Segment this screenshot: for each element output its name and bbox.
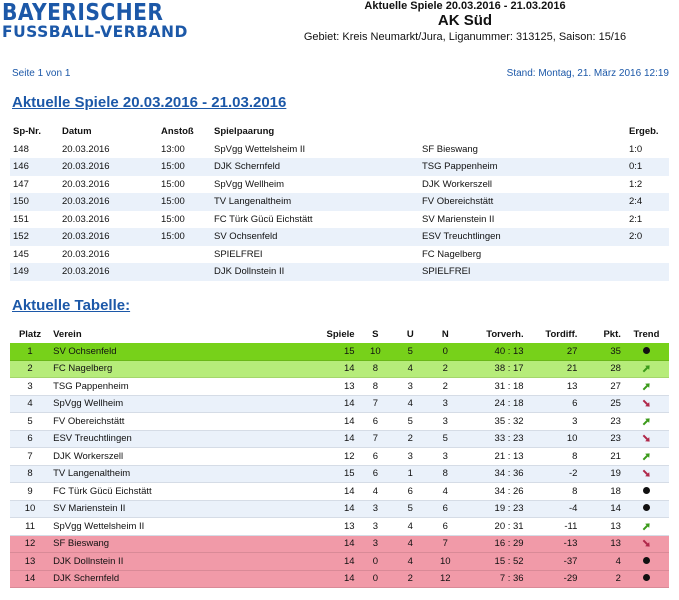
game-time	[158, 263, 211, 281]
row-verein: SV Ochsenfeld	[50, 343, 313, 360]
row-spiele: 14	[313, 500, 357, 518]
row-s: 7	[358, 395, 394, 413]
row-pkt: 14	[580, 500, 624, 518]
league-info: Gebiet: Kreis Neumarkt/Jura, Liganummer: 313125, Saison: 15/16	[303, 31, 627, 43]
game-time: 13:00	[161, 143, 185, 155]
row-spiele: 14	[313, 483, 357, 501]
standings-row	[10, 483, 669, 501]
standings-row	[10, 553, 669, 571]
row-tordiff: 27	[527, 343, 581, 360]
row-torverh: 7 : 36	[463, 570, 527, 588]
row-trend	[624, 535, 669, 553]
header-title: Aktuelle Spiele 20.03.2016 - 21.03.2016	[364, 0, 566, 12]
game-home: TV Langenaltheim	[211, 193, 419, 211]
logo-line-1: BAYERISCHER	[2, 0, 164, 26]
game-date: 20.03.2016	[59, 263, 158, 281]
game-away: FV Obereichstätt	[419, 193, 626, 211]
row-n: 3	[428, 413, 464, 431]
row-s: 10	[358, 343, 394, 360]
row-n: 5	[428, 430, 464, 448]
row-spiele: 14	[313, 395, 357, 413]
col-n: N	[441, 329, 449, 340]
row-trend	[624, 483, 669, 501]
game-result	[626, 246, 669, 264]
row-trend	[624, 430, 669, 448]
row-platz: 9	[10, 483, 50, 501]
trend-up-icon	[642, 382, 651, 391]
col-platz: Platz	[18, 329, 42, 340]
row-u: 4	[393, 518, 427, 536]
game-row	[10, 141, 669, 159]
row-n: 3	[428, 448, 464, 466]
row-spiele: 14	[313, 553, 357, 571]
standings-row	[10, 360, 669, 378]
game-row	[10, 228, 669, 246]
row-verein: DJK Schernfeld	[50, 570, 313, 588]
row-spiele: 14	[313, 413, 357, 431]
games-heading: Aktuelle Spiele 20.03.2016 - 21.03.2016	[12, 94, 287, 111]
trend-down-icon	[642, 434, 651, 443]
trend-down-icon	[642, 539, 651, 548]
row-u: 6	[393, 483, 427, 501]
game-nr: 146	[10, 158, 59, 176]
game-result: 2:1	[629, 213, 643, 225]
standings-table	[10, 326, 669, 588]
row-n: 2	[428, 360, 464, 378]
row-platz: 13	[10, 553, 50, 571]
row-u: 3	[393, 448, 427, 466]
standings-row	[10, 518, 669, 536]
row-pkt: 13	[580, 518, 624, 536]
trend-up-icon	[642, 417, 651, 426]
row-s: 3	[358, 518, 394, 536]
col-spiele: Spiele	[326, 329, 355, 340]
game-time: 15:00	[161, 213, 185, 225]
row-platz: 1	[10, 343, 50, 360]
game-nr: 149	[10, 263, 59, 281]
row-u: 2	[393, 430, 427, 448]
game-away: SF Bieswang	[422, 143, 478, 155]
game-away: FC Nagelberg	[422, 248, 482, 260]
row-tordiff: 3	[527, 413, 581, 431]
game-row	[10, 263, 669, 281]
row-u: 2	[393, 570, 427, 588]
row-platz: 7	[10, 448, 50, 466]
row-n: 0	[428, 343, 464, 360]
row-tordiff: 13	[527, 378, 581, 396]
row-s: 8	[358, 360, 394, 378]
row-torverh: 38 : 17	[463, 360, 527, 378]
league-name: AK Süd	[437, 12, 493, 29]
row-tordiff: -37	[527, 553, 581, 571]
row-verein: FC Türk Gücü Eichstätt	[50, 483, 313, 501]
trend-same-icon	[643, 557, 650, 564]
row-s: 6	[358, 413, 394, 431]
row-pkt: 18	[580, 483, 624, 501]
logo-line-2: FUSSBALL-VERBAND	[2, 22, 188, 41]
row-s: 8	[358, 378, 394, 396]
game-result	[626, 263, 669, 281]
game-home: SV Ochsenfeld	[211, 228, 419, 246]
game-nr: 147	[13, 178, 29, 190]
row-verein: SV Marienstein II	[50, 500, 313, 518]
game-home: DJK Dollnstein II	[211, 263, 419, 281]
row-spiele: 13	[313, 378, 357, 396]
col-trend: Trend	[633, 329, 660, 340]
game-row	[10, 193, 669, 211]
row-torverh: 15 : 52	[463, 553, 527, 571]
row-spiele: 14	[313, 535, 357, 553]
row-platz: 8	[10, 465, 50, 483]
row-u: 5	[393, 413, 427, 431]
game-date: 20.03.2016	[62, 213, 110, 225]
row-n: 12	[428, 570, 464, 588]
row-spiele: 14	[313, 360, 357, 378]
row-tordiff: 10	[527, 430, 581, 448]
row-torverh: 24 : 18	[463, 395, 527, 413]
standings-row	[10, 378, 669, 396]
row-pkt: 4	[580, 553, 624, 571]
bfv-logo	[2, 0, 202, 44]
standings-row	[10, 448, 669, 466]
row-trend	[624, 413, 669, 431]
game-nr: 148	[13, 143, 29, 155]
row-platz: 12	[10, 535, 50, 553]
row-n: 6	[428, 500, 464, 518]
game-row	[10, 246, 669, 264]
row-trend	[624, 378, 669, 396]
row-pkt: 23	[580, 430, 624, 448]
standings-row	[10, 430, 669, 448]
row-spiele: 15	[313, 465, 357, 483]
row-u: 4	[393, 553, 427, 571]
standings-row	[10, 465, 669, 483]
col-tordiff: Tordiff.	[545, 329, 578, 340]
row-tordiff: 8	[527, 483, 581, 501]
game-date: 20.03.2016	[59, 158, 158, 176]
row-trend	[624, 500, 669, 518]
trend-same-icon	[643, 574, 650, 581]
col-datum: Datum	[62, 126, 92, 138]
row-verein: DJK Dollnstein II	[50, 553, 313, 571]
row-s: 3	[358, 535, 394, 553]
row-u: 1	[393, 465, 427, 483]
row-trend	[624, 570, 669, 588]
row-n: 8	[428, 465, 464, 483]
row-pkt: 2	[580, 570, 624, 588]
row-s: 3	[358, 500, 394, 518]
game-home: SpVgg Wettelsheim II	[214, 143, 306, 155]
game-result: 0:1	[626, 158, 669, 176]
game-row	[10, 176, 669, 194]
col-torverh: Torverh.	[486, 329, 524, 340]
games-header-row	[10, 123, 669, 141]
row-platz: 14	[10, 570, 50, 588]
row-trend	[624, 343, 669, 360]
row-pkt: 19	[580, 465, 624, 483]
game-result: 1:2	[629, 178, 643, 190]
page-indicator: Seite 1 von 1	[12, 68, 71, 79]
game-home: FC Türk Gücü Eichstätt	[214, 213, 313, 225]
col-anstoss: Anstoß	[161, 126, 194, 138]
row-pkt: 28	[580, 360, 624, 378]
game-nr: 152	[10, 228, 59, 246]
standings-header-row	[10, 326, 669, 343]
row-n: 2	[428, 378, 464, 396]
row-spiele: 13	[313, 518, 357, 536]
row-s: 7	[358, 430, 394, 448]
row-torverh: 34 : 36	[463, 465, 527, 483]
row-spiele: 15	[313, 343, 357, 360]
row-tordiff: -2	[527, 465, 581, 483]
standings-row	[10, 500, 669, 518]
row-platz: 3	[10, 378, 50, 396]
game-time: 15:00	[158, 158, 211, 176]
row-verein: DJK Workerszell	[50, 448, 313, 466]
row-torverh: 20 : 31	[463, 518, 527, 536]
row-n: 10	[428, 553, 464, 571]
row-platz: 5	[10, 413, 50, 431]
trend-down-icon	[642, 469, 651, 478]
game-date: 20.03.2016	[62, 178, 110, 190]
row-verein: SpVgg Wettelsheim II	[50, 518, 313, 536]
game-away: DJK Workerszell	[422, 178, 493, 190]
row-verein: FC Nagelberg	[50, 360, 313, 378]
row-tordiff: -29	[527, 570, 581, 588]
trend-up-icon	[642, 522, 651, 531]
row-s: 6	[358, 465, 394, 483]
game-row	[10, 158, 669, 176]
game-nr: 150	[10, 193, 59, 211]
game-time: 15:00	[161, 178, 185, 190]
col-spnr: Sp-Nr.	[13, 126, 41, 138]
row-verein: TV Langenaltheim	[50, 465, 313, 483]
row-pkt: 25	[580, 395, 624, 413]
row-tordiff: 6	[527, 395, 581, 413]
col-s: S	[372, 329, 379, 340]
game-result: 1:0	[629, 143, 643, 155]
col-u: U	[406, 329, 414, 340]
row-verein: TSG Pappenheim	[50, 378, 313, 396]
row-tordiff: 8	[527, 448, 581, 466]
stand-timestamp: Stand: Montag, 21. März 2016 12:19	[506, 68, 669, 79]
row-torverh: 21 : 13	[463, 448, 527, 466]
trend-down-icon	[642, 399, 651, 408]
trend-same-icon	[643, 347, 650, 354]
row-tordiff: -13	[527, 535, 581, 553]
row-trend	[624, 395, 669, 413]
row-verein: SpVgg Wellheim	[50, 395, 313, 413]
row-tordiff: -4	[527, 500, 581, 518]
standings-row	[10, 535, 669, 553]
row-torverh: 40 : 13	[463, 343, 527, 360]
row-verein: FV Obereichstätt	[50, 413, 313, 431]
row-pkt: 23	[580, 413, 624, 431]
row-platz: 2	[10, 360, 50, 378]
row-u: 4	[393, 395, 427, 413]
row-trend	[624, 360, 669, 378]
row-torverh: 16 : 29	[463, 535, 527, 553]
row-u: 3	[393, 378, 427, 396]
standings-row	[10, 343, 669, 360]
row-torverh: 31 : 18	[463, 378, 527, 396]
games-table	[10, 123, 669, 281]
col-pkt: Pkt.	[603, 329, 621, 340]
row-s: 6	[358, 448, 394, 466]
row-pkt: 21	[580, 448, 624, 466]
trend-same-icon	[643, 487, 650, 494]
trend-same-icon	[643, 504, 650, 511]
standings-row	[10, 413, 669, 431]
game-date: 20.03.2016	[62, 143, 110, 155]
game-row	[10, 211, 669, 229]
game-away: ESV Treuchtlingen	[419, 228, 626, 246]
col-spielpaarung: Spielpaarung	[214, 126, 275, 138]
row-pkt: 27	[580, 378, 624, 396]
trend-up-icon	[642, 364, 651, 373]
row-torverh: 19 : 23	[463, 500, 527, 518]
col-blank	[419, 123, 626, 141]
row-tordiff: 21	[527, 360, 581, 378]
game-result: 2:0	[626, 228, 669, 246]
game-result: 2:4	[626, 193, 669, 211]
row-trend	[624, 465, 669, 483]
row-spiele: 14	[313, 430, 357, 448]
game-time: 15:00	[158, 228, 211, 246]
col-verein: Verein	[53, 329, 82, 340]
game-time	[158, 246, 211, 264]
row-spiele: 14	[313, 570, 357, 588]
row-n: 6	[428, 518, 464, 536]
row-tordiff: -11	[527, 518, 581, 536]
game-date: 20.03.2016	[59, 193, 158, 211]
row-n: 3	[428, 395, 464, 413]
col-ergebnis: Ergeb.	[629, 126, 659, 138]
row-verein: ESV Treuchtlingen	[50, 430, 313, 448]
game-home: DJK Schernfeld	[211, 158, 419, 176]
row-platz: 10	[10, 500, 50, 518]
game-away: SPIELFREI	[419, 263, 626, 281]
row-u: 5	[393, 500, 427, 518]
row-torverh: 33 : 23	[463, 430, 527, 448]
row-pkt: 35	[580, 343, 624, 360]
row-verein: SF Bieswang	[50, 535, 313, 553]
standings-row	[10, 395, 669, 413]
game-nr: 151	[13, 213, 29, 225]
row-spiele: 12	[313, 448, 357, 466]
trend-up-icon	[642, 452, 651, 461]
game-nr: 145	[13, 248, 29, 260]
game-time: 15:00	[158, 193, 211, 211]
row-u: 4	[393, 360, 427, 378]
table-heading: Aktuelle Tabelle:	[12, 297, 131, 314]
row-platz: 4	[10, 395, 50, 413]
game-away: SV Marienstein II	[422, 213, 495, 225]
game-home: SPIELFREI	[214, 248, 263, 260]
row-torverh: 35 : 32	[463, 413, 527, 431]
game-date: 20.03.2016	[62, 248, 110, 260]
game-away: TSG Pappenheim	[419, 158, 626, 176]
row-trend	[624, 448, 669, 466]
row-u: 4	[393, 535, 427, 553]
row-platz: 11	[10, 518, 50, 536]
row-trend	[624, 553, 669, 571]
row-torverh: 34 : 26	[463, 483, 527, 501]
row-n: 7	[428, 535, 464, 553]
row-pkt: 13	[580, 535, 624, 553]
row-s: 0	[358, 570, 394, 588]
row-n: 4	[428, 483, 464, 501]
row-u: 5	[393, 343, 427, 360]
standings-row	[10, 570, 669, 588]
row-s: 0	[358, 553, 394, 571]
game-date: 20.03.2016	[59, 228, 158, 246]
row-s: 4	[358, 483, 394, 501]
game-home: SpVgg Wellheim	[214, 178, 285, 190]
row-platz: 6	[10, 430, 50, 448]
row-trend	[624, 518, 669, 536]
